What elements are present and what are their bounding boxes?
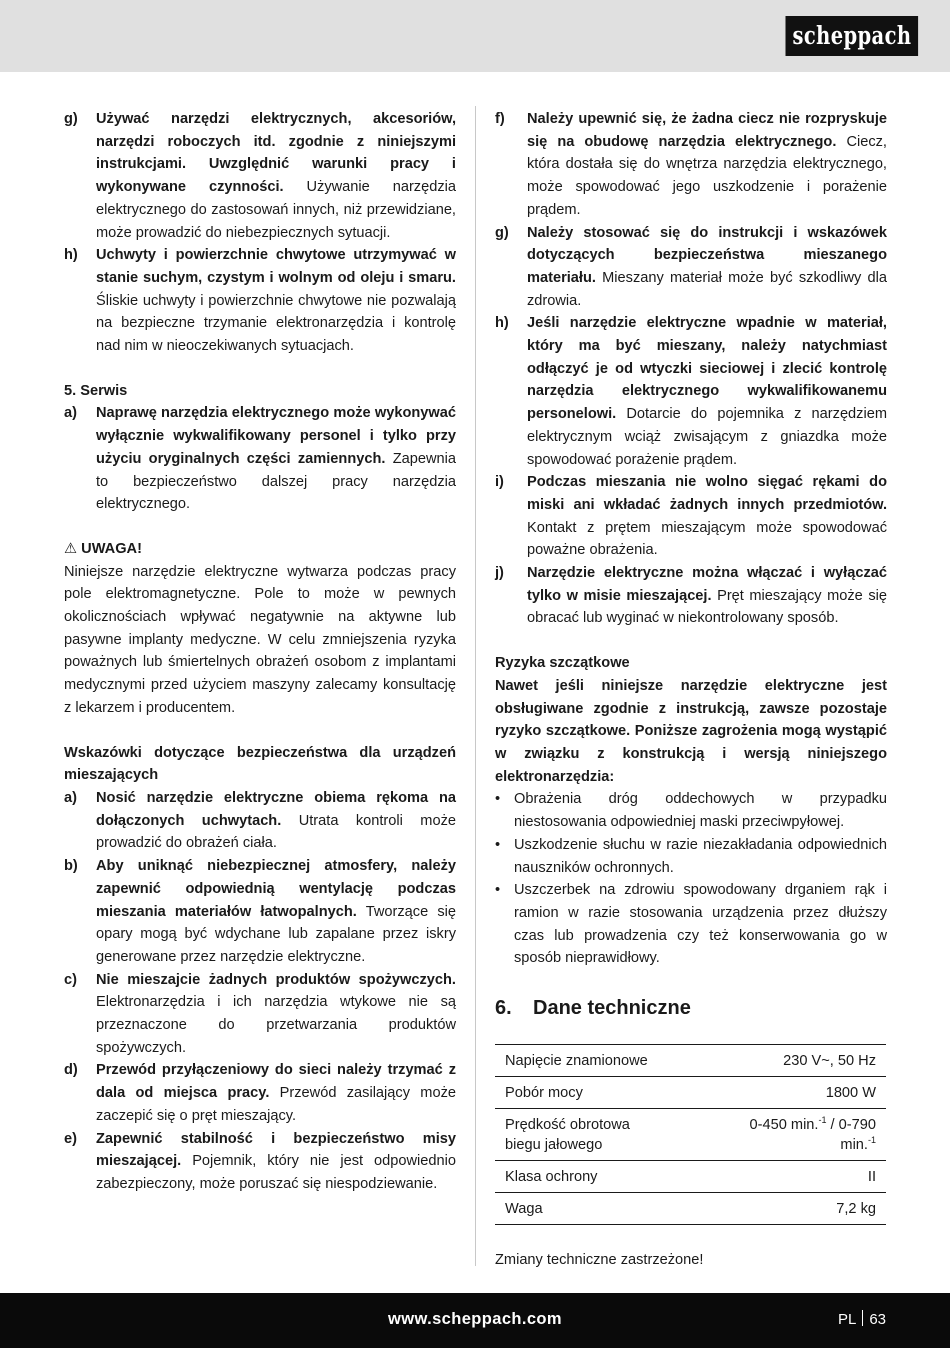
table-row	[495, 1193, 886, 1225]
item-bold-text: Zapewnić stabilność i bezpieczeństwo misy mieszającej.	[96, 1130, 456, 1170]
website-link[interactable]: www.scheppach.com	[388, 1310, 562, 1328]
warning-heading	[64, 538, 456, 561]
mixer-item-j	[495, 562, 887, 630]
spec-label: Klasa ochrony	[495, 1161, 701, 1193]
mixer-item-h	[495, 312, 887, 471]
mixer-item-d	[64, 1059, 456, 1127]
risk-text: Uszkodzenie słuchu w razie niezakładania odpowiednich nauszników ochronnych.	[514, 836, 887, 876]
spec-value-exponent: -1	[867, 1135, 876, 1146]
mixer-item-i	[495, 471, 887, 562]
page-indicator	[838, 1310, 886, 1328]
spec-value-part: min.	[840, 1137, 868, 1154]
mixer-item-f	[495, 108, 887, 222]
risk-text: Uszczerbek na zdrowiu spowodowany drganiem rąk i ramion w razie stosowania urządzenia przez dłuższy czas lub prowadzenia czy też konserwowania go w sposób nieprawidłowy.	[514, 882, 887, 967]
warning-text: Niniejsze narzędzie elektryczne wytwarza podczas pracy pole elektromagnetyczne. Pole to może w pewnych okolicznościach wpływać negatywnie na aktywne lub pasywne implanty medyczne. W celu zmniejszenia ryzyka poważnych lub śmiertelnych obrażeń osobom z implantami medycznymi przed użyciem maszyny zalecamy konsultację z lekarzem i producentem.	[64, 563, 456, 716]
section-title: Dane techniczne	[533, 997, 691, 1020]
spec-label	[495, 1109, 701, 1161]
spec-value: 230 V~, 50 Hz	[701, 1045, 886, 1077]
left-column	[64, 108, 456, 1196]
item-text: Tworzące się opary mogą być wdychane lub zapalane przez iskry generowane przez narzędzie elektryczne.	[96, 903, 456, 965]
warning-title: UWAGA!	[81, 540, 142, 557]
page-separator	[862, 1310, 863, 1326]
item-bold-text: Jeśli narzędzie elektryczne wpadnie w materiał, który ma być mieszany, należy natychmiast odłączyć je od wtyczki sieciowej i zlecić kontrolę narzędzia elektrycznego wykwalifikowanemu personelowi.	[527, 315, 887, 423]
spec-value	[701, 1109, 886, 1161]
residual-risks-heading: Ryzyka szczątkowe	[495, 655, 630, 672]
page-number: 63	[869, 1311, 886, 1328]
table-row	[495, 1045, 886, 1077]
right-column	[495, 108, 887, 1272]
item-text: Przewód zasilający może zaczepić się o pręt mieszający.	[96, 1085, 456, 1124]
warning-triangle-icon: ⚠	[64, 540, 78, 557]
item-letter: a)	[64, 405, 77, 422]
spec-label-line: Prędkość obrotowa	[505, 1117, 630, 1134]
bullet-dot: •	[495, 836, 501, 853]
item-bold-text: Używać narzędzi elektrycznych, akcesoriów, narzędzi roboczych itd. zgodnie z niniejszymi instrukcjami. Uwzględnić warunki pracy i wykonywane czynności.	[96, 111, 456, 196]
item-bold-text: Uchwyty i powierzchnie chwytowe utrzymywać w stanie suchym, czystym i wolnym od oleju i smaru.	[96, 247, 456, 286]
item-bold-text: Aby uniknąć niebezpiecznej atmosfery, należy zapewnić odpowiednią wentylację podczas mieszania materiałów łatwopalnych.	[96, 858, 456, 920]
mixers-safety-heading: Wskazówki dotyczące bezpieczeństwa dla urządzeń mieszających	[64, 744, 456, 784]
spec-value-part: 0-450 min.	[749, 1117, 819, 1134]
spec-value-part: / 0-790	[826, 1117, 876, 1134]
item-bold-text: Naprawę narzędzia elektrycznego może wykonywać wyłącznie wykwalifikowany personel i tylko przy użyciu oryginalnych części zamiennych.	[96, 405, 456, 467]
spec-value: 7,2 kg	[701, 1193, 886, 1225]
item-letter: g)	[64, 111, 78, 127]
language-code: PL	[837, 1311, 857, 1328]
item-letter: j)	[495, 565, 504, 582]
mixer-item-e	[64, 1128, 456, 1196]
item-bold-text: Narzędzie elektryczne można włączać i wyłączać tylko w misie mieszającej.	[527, 565, 887, 604]
instruction-item-g	[64, 108, 456, 244]
service-heading: 5. Serwis	[64, 382, 128, 399]
item-text: Zapewnia to bezpieczeństwo dalszej pracy narzędzia elektrycznego.	[96, 450, 456, 513]
spec-label: Napięcie znamionowe	[495, 1045, 701, 1077]
item-bold-text: Należy upewnić się, że żadna ciecz nie rozpryskuje się na obudowę narzędzia elektrycznego.	[527, 111, 887, 150]
bullet-dot: •	[495, 882, 501, 899]
spec-value: II	[701, 1161, 886, 1193]
mixer-item-c	[64, 969, 456, 1060]
column-divider	[475, 106, 476, 1266]
item-letter: g)	[495, 224, 509, 241]
table-row	[495, 1077, 886, 1109]
item-text: Kontakt z prętem mieszającym może spowodować poważne obrażenia.	[527, 519, 887, 559]
table-row	[495, 1161, 886, 1193]
item-text: Śliskie uchwyty i powierzchnie chwytowe nie pozwalają na bezpieczne trzymanie elektronarzędzia i kontrolę nad nim w nieoczekiwanych sytuacjach.	[96, 292, 456, 355]
item-text: Pręt mieszający może się obracać lub wyginać w niekontrolowany sposób.	[527, 587, 887, 627]
technical-changes-note: Zmiany techniczne zastrzeżone!	[495, 1252, 704, 1269]
item-letter: d)	[64, 1062, 78, 1079]
item-text: Dotarcie do pojemnika z narzędziem elektrycznym wciąż zwisającym z gniazdka może spowodować porażenie prądem.	[527, 406, 887, 468]
item-bold-text: Nosić narzędzie elektryczne obiema rękoma na dołączonych uchwytach.	[96, 789, 456, 829]
item-text: Ciecz, która dostała się do wnętrza narzędzia elektrycznego, może spowodować jego uszkodzenie i porażenie prądem.	[527, 133, 887, 218]
item-letter: h)	[495, 315, 509, 332]
technical-data-table	[495, 1044, 886, 1225]
technical-data-heading	[495, 994, 887, 1022]
bullet-dot: •	[495, 791, 501, 808]
item-text: Używanie narzędzia elektrycznego do zastosowań innych, niż przewidziane, może prowadzić do niebezpiecznych sytuacji.	[96, 179, 456, 241]
item-bold-text: Nie mieszajcie żadnych produktów spożywczych.	[96, 971, 456, 988]
item-letter: a)	[64, 789, 77, 806]
risk-list-item	[495, 788, 887, 833]
spec-label-line: biegu jałowego	[505, 1137, 603, 1154]
scheppach-logo: scheppach	[785, 16, 918, 56]
header-bar	[0, 0, 950, 72]
risk-list-item	[495, 834, 887, 879]
item-text: Elektronarzędzia i ich narzędzia wtykowe nie są przeznaczone do przetwarzania produktów spożywczych.	[96, 994, 456, 1056]
item-text: Mieszany materiał może być szkodliwy dla zdrowia.	[527, 269, 887, 309]
mixer-item-b	[64, 855, 456, 969]
instruction-item-h	[64, 244, 456, 358]
footer-bar	[0, 1293, 950, 1348]
spec-value: 1800 W	[701, 1077, 886, 1109]
item-text: Pojemnik, który nie jest odpowiednio zabezpieczony, może poruszać się niespodziewanie.	[96, 1153, 456, 1192]
item-letter: h)	[64, 247, 78, 264]
table-row	[495, 1109, 886, 1161]
service-item-a	[64, 402, 456, 516]
item-bold-text: Podczas mieszania nie wolno sięgać rękami do miski ani wkładać żadnych innych przedmiotów.	[527, 474, 887, 513]
item-letter: f)	[495, 111, 505, 127]
mixer-item-a	[64, 787, 456, 855]
item-bold-text: Przewód przyłączeniowy do sieci należy trzymać z dala od miejsca pracy.	[96, 1062, 456, 1102]
item-text: Utrata kontroli może prowadzić do obrażeń ciała.	[96, 812, 456, 852]
mixer-item-g	[495, 222, 887, 313]
risk-text: Obrażenia dróg oddechowych w przypadku niestosowania odpowiedniej maski przeciwpyłowej.	[514, 791, 887, 831]
risk-list-item	[495, 879, 887, 970]
item-letter: i)	[495, 474, 504, 491]
item-letter: c)	[64, 971, 77, 988]
spec-value-exponent: -1	[818, 1115, 827, 1126]
item-letter: b)	[64, 858, 78, 875]
spec-label: Waga	[495, 1193, 701, 1225]
spec-label: Pobór mocy	[495, 1077, 701, 1109]
section-number: 6.	[495, 997, 512, 1020]
item-letter: e)	[64, 1130, 77, 1147]
item-bold-text: Należy stosować się do instrukcji i wskazówek dotyczących bezpieczeństwa mieszanego materiału.	[527, 224, 887, 286]
residual-risks-intro: Nawet jeśli niniejsze narzędzie elektryczne jest obsługiwane zgodnie z instrukcją, zawsze pozostaje ryzyko szczątkowe. Poniższe zagrożenia mogą wystąpić w związku z konstrukcją i wersją niniejszego elektronarzędzia:	[495, 677, 887, 785]
